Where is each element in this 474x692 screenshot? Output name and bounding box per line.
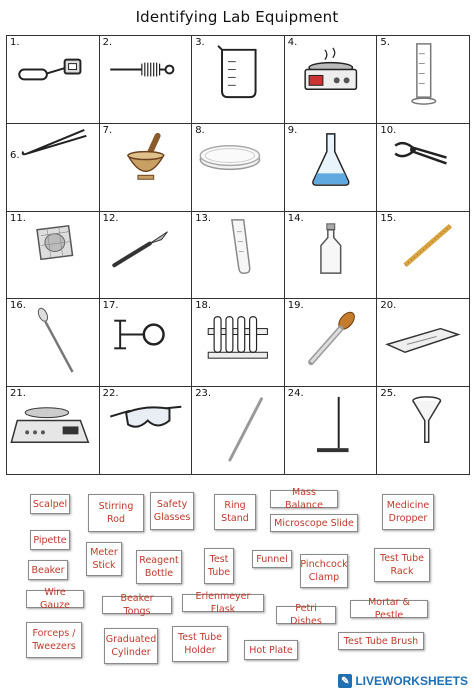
cell-number: 19.	[287, 300, 304, 312]
label-test-tube-brush[interactable]: Test Tube Brush	[338, 632, 424, 650]
cell-1[interactable]	[7, 36, 100, 124]
cell-9[interactable]	[285, 124, 378, 212]
petri-dish-icon	[192, 124, 284, 211]
equipment-grid	[6, 35, 470, 475]
erlenmeyer-flask-icon	[285, 124, 377, 211]
label-beaker-tongs[interactable]: Beaker Tongs	[102, 596, 172, 614]
beaker-icon	[192, 36, 284, 123]
cell-19[interactable]	[285, 299, 378, 387]
label-beaker[interactable]: Beaker	[28, 560, 68, 580]
cell-number: 15.	[380, 212, 397, 224]
label-funnel[interactable]: Funnel	[252, 550, 292, 568]
label-pinchcock-clamp[interactable]: Pinchcock Clamp	[300, 554, 348, 588]
cell-22[interactable]	[100, 387, 193, 475]
cell-number: 23.	[195, 388, 212, 400]
cell-24[interactable]	[285, 387, 378, 475]
cell-21[interactable]	[7, 387, 100, 475]
reagent-bottle-icon	[285, 212, 377, 299]
label-petri-dishes[interactable]: Petri Dishes	[276, 606, 336, 624]
cell-number: 1.	[10, 37, 20, 48]
cell-15[interactable]	[377, 212, 470, 300]
label-pipette[interactable]: Pipette	[30, 530, 70, 550]
funnel-icon	[377, 387, 469, 474]
test-tube-rack-icon	[192, 299, 284, 386]
cell-number: 8.	[195, 124, 205, 136]
cell-14[interactable]	[285, 212, 378, 300]
cell-number: 25.	[380, 388, 397, 400]
cell-number: 3.	[195, 37, 205, 48]
mortar-pestle-icon	[100, 124, 192, 211]
medicine-dropper-icon	[285, 299, 377, 386]
liveworksheets-logo-icon: ✎	[338, 674, 352, 688]
cell-3[interactable]	[192, 36, 285, 124]
cell-number: 11.	[10, 212, 26, 224]
safety-glasses-icon	[100, 387, 192, 474]
label-hot-plate[interactable]: Hot Plate	[244, 640, 298, 660]
cell-number: 9.	[287, 124, 298, 136]
cell-number: 2.	[102, 37, 113, 48]
label-test-tube[interactable]: Test Tube	[204, 548, 234, 584]
cell-2[interactable]	[100, 36, 193, 124]
scalpel-icon	[100, 212, 192, 299]
label-test-tube-holder[interactable]: Test Tube Holder	[172, 626, 228, 662]
wire-gauze-icon	[7, 212, 99, 299]
microscope-slide-icon	[377, 299, 469, 386]
brand-name: LIVEWORKSHEETS	[355, 674, 468, 688]
label-erlenmeyer-flask[interactable]: Erlenmeyer Flask	[182, 594, 264, 612]
cell-number: 16.	[10, 300, 26, 312]
label-mass-balance[interactable]: Mass Balance	[270, 490, 338, 508]
cell-18[interactable]	[192, 299, 285, 387]
label-scalpel[interactable]: Scalpel	[30, 494, 70, 514]
label-safety-glasses[interactable]: Safety Glasses	[150, 492, 194, 530]
ring-stand-icon	[285, 387, 377, 474]
cell-number: 10.	[380, 124, 397, 136]
cell-7[interactable]	[100, 124, 193, 212]
label-mortar-pestle[interactable]: Mortar & Pestle	[350, 600, 428, 618]
label-meter-stick[interactable]: Meter Stick	[86, 542, 122, 576]
cell-25[interactable]	[377, 387, 470, 475]
label-graduated-cylinder[interactable]: Graduated Cylinder	[104, 628, 158, 664]
cell-number: 20.	[380, 300, 397, 312]
label-forceps-tweezers[interactable]: Forceps / Tweezers	[26, 622, 82, 658]
cell-11[interactable]	[7, 212, 100, 300]
cell-number: 7.	[102, 124, 113, 136]
footer-brand	[338, 674, 468, 688]
cell-8[interactable]	[192, 124, 285, 212]
cell-16[interactable]	[7, 299, 100, 387]
hot-plate-icon	[285, 36, 377, 123]
ring-stand-clamp-icon	[100, 299, 192, 386]
label-reagent-bottle[interactable]: Reagent Bottle	[136, 550, 182, 584]
cell-number: 17.	[102, 300, 119, 312]
cell-number: 14.	[287, 212, 304, 224]
cell-number: 12.	[102, 212, 119, 224]
test-tube-brush-icon	[100, 36, 192, 123]
scoopula-icon	[7, 36, 99, 123]
forceps-icon	[7, 124, 99, 211]
cell-number: 21.	[10, 388, 26, 400]
cell-number: 13.	[195, 212, 212, 224]
cell-number: 6.	[10, 149, 20, 161]
cell-20[interactable]	[377, 299, 470, 387]
test-tube-icon	[192, 212, 284, 299]
beaker-tongs-icon	[377, 124, 469, 211]
label-stirring-rod[interactable]: Stirring Rod	[88, 494, 144, 532]
cell-number: 22.	[102, 388, 119, 400]
cell-6[interactable]	[7, 124, 100, 212]
meter-stick-icon	[377, 212, 469, 299]
label-test-tube-rack[interactable]: Test Tube Rack	[374, 548, 430, 582]
cell-12[interactable]	[100, 212, 193, 300]
cell-number: 5.	[380, 37, 390, 48]
label-medicine-dropper[interactable]: Medicine Dropper	[382, 494, 434, 530]
cell-number: 18.	[195, 300, 212, 312]
pipette-icon	[7, 299, 99, 386]
cell-4[interactable]	[285, 36, 378, 124]
label-ring-stand[interactable]: Ring Stand	[214, 494, 256, 530]
cell-10[interactable]	[377, 124, 470, 212]
label-wire-gauze[interactable]: Wire Gauze	[26, 590, 84, 608]
label-microscope-slide[interactable]: Microscope Slide	[270, 514, 358, 532]
cell-number: 24.	[287, 388, 304, 400]
graduated-cylinder-icon	[377, 36, 469, 123]
mass-balance-icon	[7, 387, 99, 474]
cell-number: 4.	[287, 37, 298, 48]
cell-13[interactable]	[192, 212, 285, 300]
cell-23[interactable]	[192, 387, 285, 475]
cell-5[interactable]	[377, 36, 470, 124]
page-title: Identifying Lab Equipment	[135, 8, 339, 26]
cell-17[interactable]	[100, 299, 193, 387]
stirring-rod-icon	[192, 387, 284, 474]
